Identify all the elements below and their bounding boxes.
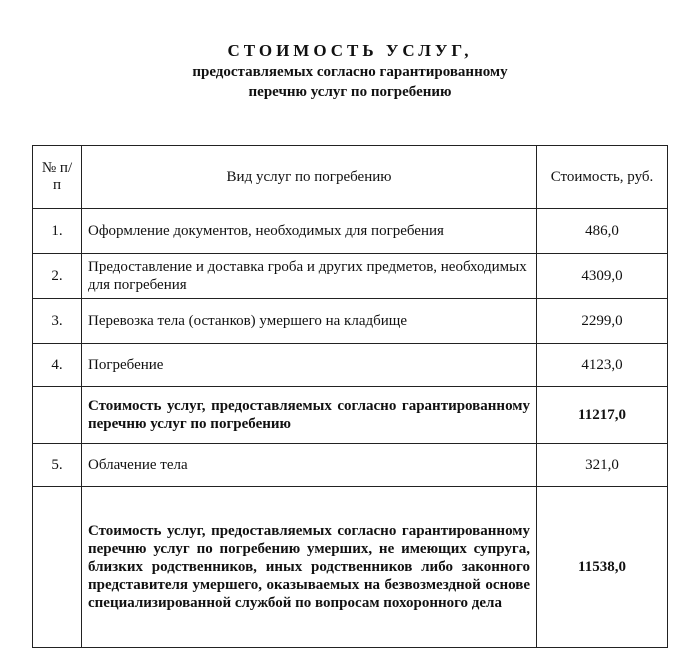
table-row — [33, 254, 668, 299]
row-service: Погребение — [82, 344, 537, 387]
row-cost: 11538,0 — [537, 487, 668, 648]
row-number — [33, 387, 82, 444]
header-service-type: Вид услуг по погребению — [82, 146, 537, 209]
header-cost: Стоимость, руб. — [537, 146, 668, 209]
row-number: 1. — [33, 209, 82, 254]
title-line-3: перечню услуг по погребению — [248, 84, 452, 100]
row-cost: 11217,0 — [537, 387, 668, 444]
row-service: Стоимость услуг, предоставляемых согласно гарантированному перечню услуг по погребению умерших, не имеющих супруга, близких родственников, иных родственников либо законного представителя умершего, оказываемых на безвозмездной основе специализированной службой по вопросам похоронного дела — [82, 487, 537, 648]
row-cost: 2299,0 — [537, 299, 668, 344]
table-row — [33, 209, 668, 254]
row-service: Перевозка тела (останков) умершего на кладбище — [82, 299, 537, 344]
row-service: Оформление документов, необходимых для погребения — [82, 209, 537, 254]
row-cost: 4123,0 — [537, 344, 668, 387]
row-number: 3. — [33, 299, 82, 344]
table-row — [33, 344, 668, 387]
table-row — [33, 444, 668, 487]
row-cost: 4309,0 — [537, 254, 668, 299]
row-number: 2. — [33, 254, 82, 299]
title-line-2: предоставляемых согласно гарантированному — [192, 64, 508, 80]
table-row — [33, 299, 668, 344]
row-cost: 486,0 — [537, 209, 668, 254]
title-line-1: СТОИМОСТЬ УСЛУГ, — [227, 41, 473, 60]
row-number: 4. — [33, 344, 82, 387]
row-number: 5. — [33, 444, 82, 487]
row-cost: 321,0 — [537, 444, 668, 487]
table-header-row — [33, 146, 668, 209]
table-row — [33, 387, 668, 444]
row-number — [33, 487, 82, 648]
row-service: Облачение тела — [82, 444, 537, 487]
services-cost-table — [32, 145, 668, 648]
document-title — [0, 40, 700, 102]
row-service: Стоимость услуг, предоставляемых согласно гарантированному перечню услуг по погребению — [82, 387, 537, 444]
table-row — [33, 487, 668, 648]
header-number: № п/п — [33, 146, 82, 209]
row-service: Предоставление и доставка гроба и других предметов, необходимых для погребения — [82, 254, 537, 299]
